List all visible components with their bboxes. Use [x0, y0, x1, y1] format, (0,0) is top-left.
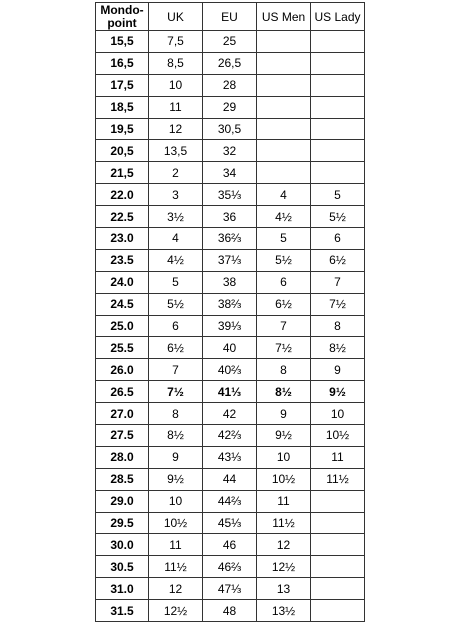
cell-eu: 47⅓ [203, 578, 257, 600]
cell-us-lady: 8½ [311, 337, 365, 359]
cell-uk: 4½ [149, 249, 203, 271]
table-row [96, 118, 365, 140]
table-body [96, 31, 365, 622]
cell-us-men: 9 [257, 403, 311, 425]
cell-eu: 38⅔ [203, 293, 257, 315]
cell-eu: 29 [203, 96, 257, 118]
cell-eu: 35⅓ [203, 184, 257, 206]
cell-eu: 28 [203, 74, 257, 96]
cell-us-lady [311, 52, 365, 74]
cell-eu: 37⅓ [203, 249, 257, 271]
header-mondopoint [96, 3, 149, 31]
cell-eu: 43⅓ [203, 446, 257, 468]
cell-uk: 6½ [149, 337, 203, 359]
cell-us-men: 10½ [257, 468, 311, 490]
cell-mondopoint: 24.5 [96, 293, 149, 315]
cell-eu: 36 [203, 206, 257, 228]
cell-us-lady [311, 512, 365, 534]
cell-uk: 11 [149, 534, 203, 556]
cell-mondopoint: 20,5 [96, 140, 149, 162]
cell-uk: 10 [149, 74, 203, 96]
header-us-men: US Men [257, 3, 311, 31]
cell-us-men: 5 [257, 228, 311, 250]
cell-us-lady [311, 578, 365, 600]
cell-uk: 10 [149, 490, 203, 512]
cell-us-men: 7½ [257, 337, 311, 359]
cell-eu: 48 [203, 600, 257, 622]
header-mondopoint-line-1: Mondo- [100, 2, 144, 17]
cell-us-lady [311, 31, 365, 53]
cell-us-lady: 7½ [311, 293, 365, 315]
cell-eu: 32 [203, 140, 257, 162]
cell-uk: 9½ [149, 468, 203, 490]
cell-mondopoint: 29.0 [96, 490, 149, 512]
cell-mondopoint: 26.0 [96, 359, 149, 381]
cell-mondopoint: 18,5 [96, 96, 149, 118]
table-row [96, 556, 365, 578]
cell-mondopoint: 26.5 [96, 381, 149, 403]
cell-mondopoint: 31.5 [96, 600, 149, 622]
cell-uk: 8½ [149, 425, 203, 447]
cell-us-lady: 6 [311, 228, 365, 250]
cell-mondopoint: 27.0 [96, 403, 149, 425]
table-row [96, 315, 365, 337]
cell-us-lady [311, 534, 365, 556]
table-row [96, 293, 365, 315]
cell-eu: 25 [203, 31, 257, 53]
cell-mondopoint: 30.5 [96, 556, 149, 578]
table-row [96, 359, 365, 381]
cell-uk: 5½ [149, 293, 203, 315]
cell-us-men: 13½ [257, 600, 311, 622]
cell-uk: 13,5 [149, 140, 203, 162]
cell-us-men: 4½ [257, 206, 311, 228]
cell-us-lady: 10½ [311, 425, 365, 447]
cell-us-men: 4 [257, 184, 311, 206]
cell-eu: 39⅓ [203, 315, 257, 337]
cell-us-lady: 10 [311, 403, 365, 425]
cell-eu: 46 [203, 534, 257, 556]
cell-us-lady [311, 556, 365, 578]
cell-mondopoint: 22.0 [96, 184, 149, 206]
cell-us-lady [311, 74, 365, 96]
cell-mondopoint: 19,5 [96, 118, 149, 140]
cell-eu: 40 [203, 337, 257, 359]
cell-eu: 41⅓ [203, 381, 257, 403]
cell-uk: 12½ [149, 600, 203, 622]
cell-us-men: 12½ [257, 556, 311, 578]
cell-us-men: 10 [257, 446, 311, 468]
table-row [96, 140, 365, 162]
table-row [96, 403, 365, 425]
cell-us-men [257, 96, 311, 118]
header-eu: EU [203, 3, 257, 31]
cell-mondopoint: 22.5 [96, 206, 149, 228]
table-row [96, 468, 365, 490]
cell-mondopoint: 23.5 [96, 249, 149, 271]
cell-uk: 7½ [149, 381, 203, 403]
table-row [96, 600, 365, 622]
cell-us-men: 8 [257, 359, 311, 381]
cell-us-lady [311, 140, 365, 162]
cell-eu: 34 [203, 162, 257, 184]
table-row [96, 249, 365, 271]
table-row [96, 206, 365, 228]
table-row [96, 162, 365, 184]
cell-mondopoint: 21,5 [96, 162, 149, 184]
cell-us-men: 8½ [257, 381, 311, 403]
header-mondopoint-line-2: point [107, 15, 137, 30]
cell-eu: 42⅔ [203, 425, 257, 447]
cell-mondopoint: 23.0 [96, 228, 149, 250]
cell-us-men: 6½ [257, 293, 311, 315]
cell-uk: 7 [149, 359, 203, 381]
cell-eu: 26,5 [203, 52, 257, 74]
cell-us-lady: 5 [311, 184, 365, 206]
cell-us-lady: 9 [311, 359, 365, 381]
cell-us-men [257, 118, 311, 140]
cell-eu: 36⅔ [203, 228, 257, 250]
cell-mondopoint: 30.0 [96, 534, 149, 556]
cell-uk: 12 [149, 118, 203, 140]
cell-eu: 40⅔ [203, 359, 257, 381]
cell-uk: 3½ [149, 206, 203, 228]
table-row [96, 534, 365, 556]
cell-us-lady: 8 [311, 315, 365, 337]
cell-uk: 3 [149, 184, 203, 206]
cell-uk: 10½ [149, 512, 203, 534]
table-row [96, 271, 365, 293]
cell-uk: 11½ [149, 556, 203, 578]
cell-us-men: 5½ [257, 249, 311, 271]
cell-uk: 9 [149, 446, 203, 468]
table-row [96, 446, 365, 468]
table-row [96, 96, 365, 118]
cell-us-lady [311, 162, 365, 184]
table-row [96, 184, 365, 206]
cell-eu: 44 [203, 468, 257, 490]
cell-mondopoint: 28.0 [96, 446, 149, 468]
table-row [96, 381, 365, 403]
cell-uk: 12 [149, 578, 203, 600]
table-row [96, 74, 365, 96]
cell-uk: 4 [149, 228, 203, 250]
table-row [96, 31, 365, 53]
cell-mondopoint: 27.5 [96, 425, 149, 447]
cell-us-men [257, 31, 311, 53]
cell-uk: 11 [149, 96, 203, 118]
cell-us-lady [311, 490, 365, 512]
cell-us-men: 11½ [257, 512, 311, 534]
table-row [96, 490, 365, 512]
cell-eu: 45⅓ [203, 512, 257, 534]
cell-uk: 5 [149, 271, 203, 293]
cell-us-lady: 11½ [311, 468, 365, 490]
cell-mondopoint: 31.0 [96, 578, 149, 600]
cell-eu: 30,5 [203, 118, 257, 140]
cell-us-men: 6 [257, 271, 311, 293]
cell-us-lady: 11 [311, 446, 365, 468]
cell-us-lady: 5½ [311, 206, 365, 228]
table-row [96, 578, 365, 600]
cell-us-lady [311, 118, 365, 140]
cell-us-men: 9½ [257, 425, 311, 447]
cell-mondopoint: 25.0 [96, 315, 149, 337]
cell-us-men: 11 [257, 490, 311, 512]
cell-mondopoint: 25.5 [96, 337, 149, 359]
header-row [96, 3, 365, 31]
header-uk: UK [149, 3, 203, 31]
cell-us-lady: 9½ [311, 381, 365, 403]
cell-us-lady [311, 96, 365, 118]
table-row [96, 425, 365, 447]
table-row [96, 228, 365, 250]
cell-uk: 6 [149, 315, 203, 337]
cell-uk: 8 [149, 403, 203, 425]
cell-uk: 7,5 [149, 31, 203, 53]
cell-us-men: 13 [257, 578, 311, 600]
cell-eu: 38 [203, 271, 257, 293]
table-row [96, 512, 365, 534]
header-us-lady: US Lady [311, 3, 365, 31]
table-row [96, 52, 365, 74]
cell-mondopoint: 17,5 [96, 74, 149, 96]
cell-us-men: 12 [257, 534, 311, 556]
cell-us-men: 7 [257, 315, 311, 337]
cell-us-men [257, 74, 311, 96]
cell-us-men [257, 140, 311, 162]
cell-uk: 8,5 [149, 52, 203, 74]
cell-uk: 2 [149, 162, 203, 184]
cell-us-lady [311, 600, 365, 622]
cell-eu: 42 [203, 403, 257, 425]
size-conversion-table [95, 2, 365, 622]
cell-mondopoint: 15,5 [96, 31, 149, 53]
cell-us-men [257, 162, 311, 184]
cell-mondopoint: 16,5 [96, 52, 149, 74]
table-row [96, 337, 365, 359]
cell-eu: 44⅔ [203, 490, 257, 512]
cell-eu: 46⅔ [203, 556, 257, 578]
cell-us-lady: 6½ [311, 249, 365, 271]
cell-mondopoint: 29.5 [96, 512, 149, 534]
cell-mondopoint: 28.5 [96, 468, 149, 490]
cell-us-lady: 7 [311, 271, 365, 293]
cell-us-men [257, 52, 311, 74]
size-chart [95, 2, 365, 622]
cell-mondopoint: 24.0 [96, 271, 149, 293]
